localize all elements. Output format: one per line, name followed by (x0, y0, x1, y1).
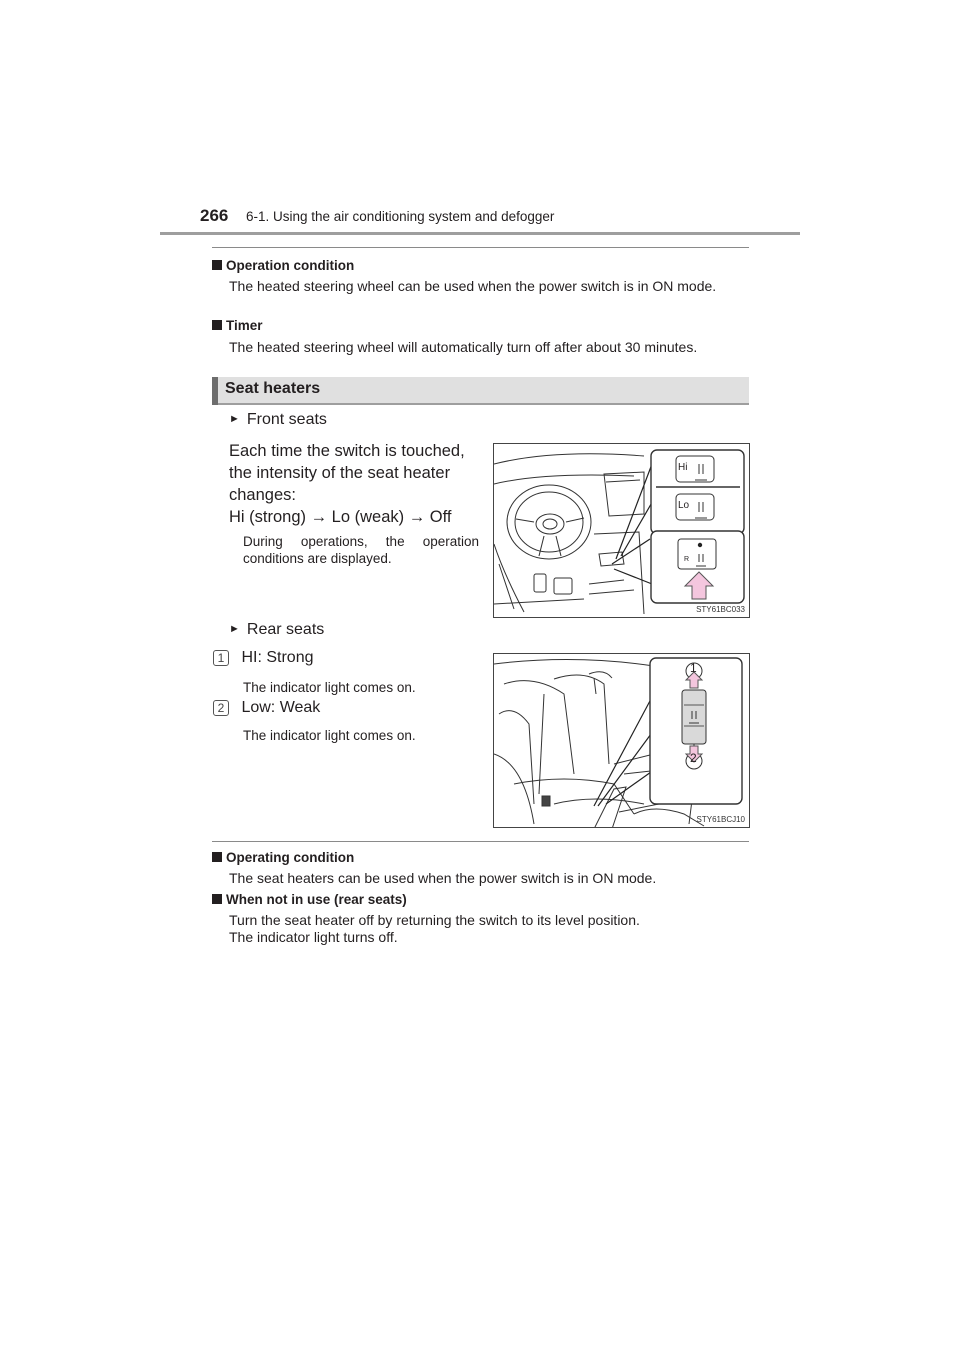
dashboard-illustration (494, 444, 749, 617)
bullet-square-icon (212, 260, 222, 270)
note-body-indicator: The indicator light turns off. (229, 929, 398, 945)
subheading-rear-seats: ► Rear seats (229, 621, 325, 638)
callout-1: 1 (690, 661, 697, 675)
rear-item-2 (213, 699, 320, 717)
bullet-square-icon (212, 852, 222, 862)
front-seat-figure (493, 443, 750, 618)
divider (212, 247, 749, 248)
note-heading-when-not-in-use: When not in use (rear seats) (212, 892, 407, 907)
rear-item-1 (213, 649, 313, 667)
rear-item-label: HI: Strong (241, 649, 314, 666)
bullet-square-icon (212, 894, 222, 904)
subheading-front-seats: ► Front seats (229, 411, 327, 428)
hi-button-label: Hi (678, 462, 688, 473)
callout-2: 2 (690, 751, 697, 765)
note-body-when-not-in-use: Turn the seat heater off by returning the switch to its level position. (229, 912, 640, 928)
front-description: Each time the switch is touched, the intensity of the seat heater changes: Hi (strong) → Lo (weak) → Off (229, 440, 479, 528)
front-note: During operations, the operation conditions are displayed. (243, 534, 479, 566)
note-body-timer: The heated steering wheel will automatically turn off after about 30 minutes. (229, 339, 698, 355)
rear-seat-figure (493, 653, 750, 828)
section-header (212, 377, 749, 405)
rear-item-desc: The indicator light comes on. (243, 728, 416, 743)
chapter-title: 6-1. Using the air conditioning system and defogger (246, 209, 555, 224)
intensity-sequence: Hi (strong) → Lo (weak) → Off (229, 508, 452, 526)
note-heading-timer: Timer (212, 318, 263, 333)
bullet-square-icon (212, 320, 222, 330)
rear-seat-illustration (494, 654, 749, 827)
rear-item-desc: The indicator light comes on. (243, 680, 416, 695)
note-body-operating-condition: The seat heaters can be used when the power switch is in ON mode. (229, 870, 657, 886)
page-number: 266 (200, 206, 229, 225)
rear-item-label: Low: Weak (241, 699, 321, 716)
section-accent (212, 377, 218, 405)
note-heading-operation-condition: Operation condition (212, 258, 354, 273)
header-rule (160, 232, 800, 235)
divider (212, 841, 749, 842)
note-body-operation-condition: The heated steering wheel can be used when the power switch is in ON mode. (229, 278, 717, 294)
switch-mark-label: R (684, 556, 690, 563)
number-badge: 1 (213, 650, 229, 666)
section-title: Seat heaters (225, 380, 321, 397)
number-badge: 2 (213, 700, 229, 716)
figure-code: STY61BCJ10 (696, 815, 745, 824)
note-heading-operating-condition: Operating condition (212, 850, 354, 865)
lo-button-label: Lo (678, 500, 690, 511)
triangle-bullet-icon: ► (229, 623, 240, 635)
figure-code: STY61BC033 (696, 605, 745, 614)
triangle-bullet-icon: ► (229, 413, 240, 425)
